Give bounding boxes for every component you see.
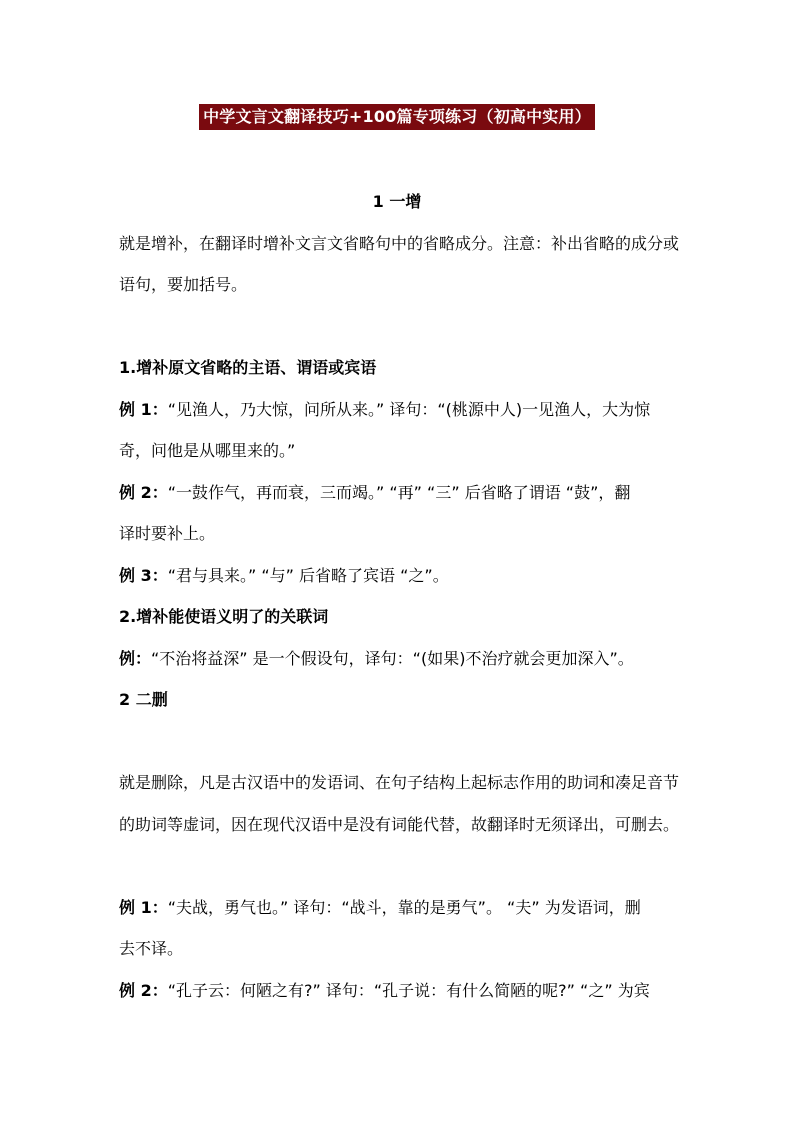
example-label: 例 3： [119,566,168,585]
example-2 [119,482,630,504]
document-title: 中学文言文翻译技巧+100篇专项练习（初高中实用） [199,104,595,130]
section-2-intro-line-2: 的助词等虚词，因在现代汉语中是没有词能代替，故翻译时无须译出，可删去。 [119,815,680,834]
section-2-intro-line-1: 就是删除，凡是古汉语中的发语词、在句子结构上起标志作用的助词和凑足音节 [119,773,680,792]
example-3 [119,565,449,587]
example-text: “不治将益深” 是一个假设句，译句：“(如果)不治疗就会更加深入”。 [151,649,634,668]
example-text: “见渔人，乃大惊，问所从来。” 译句：“(桃源中人)一见渔人，大为惊 [167,400,651,419]
example-text: “一鼓作气，再而衰，三而竭。” “再” “三” 后省略了谓语 “鼓”，翻 [167,483,631,502]
section-2-heading: 2 二删 [119,690,168,709]
example-1-cont: 奇，问他是从哪里来的。” [119,441,296,460]
subheading-conjunctions: 2.增补能使语义明了的关联词 [119,607,329,626]
section-2-example-1-cont: 去不译。 [119,939,184,958]
example-text: “孔子云：何陋之有?” 译句：“孔子说：有什么简陋的呢?” “之” 为宾 [167,981,650,1000]
section-1-heading: 1 一增 [372,192,422,211]
example-label: 例 1： [119,400,168,419]
example-label: 例 1： [119,898,168,917]
example-label: 例 2： [119,483,168,502]
title-container [0,104,794,130]
example-text: “君与具来。” “与” 后省略了宾语 “之”。 [167,566,449,585]
example-label: 例 2： [119,981,168,1000]
section-1-intro-line-2: 语句，要加括号。 [119,275,248,294]
example-label: 例： [119,649,152,668]
example-text: “夫战，勇气也。” 译句：“战斗，靠的是勇气”。 “夫” 为发语词，删 [167,898,641,917]
section-2-example-1 [119,897,641,919]
example-1 [119,399,650,421]
example-2-cont: 译时要补上。 [119,524,216,543]
section-2-example-2 [119,980,650,1002]
section-1-intro-line-1: 就是增补，在翻译时增补文言文省略句中的省略成分。注意：补出省略的成分或 [119,234,680,253]
subheading-add-omitted: 1.增补原文省略的主语、谓语或宾语 [119,358,377,377]
example-4 [119,648,634,670]
